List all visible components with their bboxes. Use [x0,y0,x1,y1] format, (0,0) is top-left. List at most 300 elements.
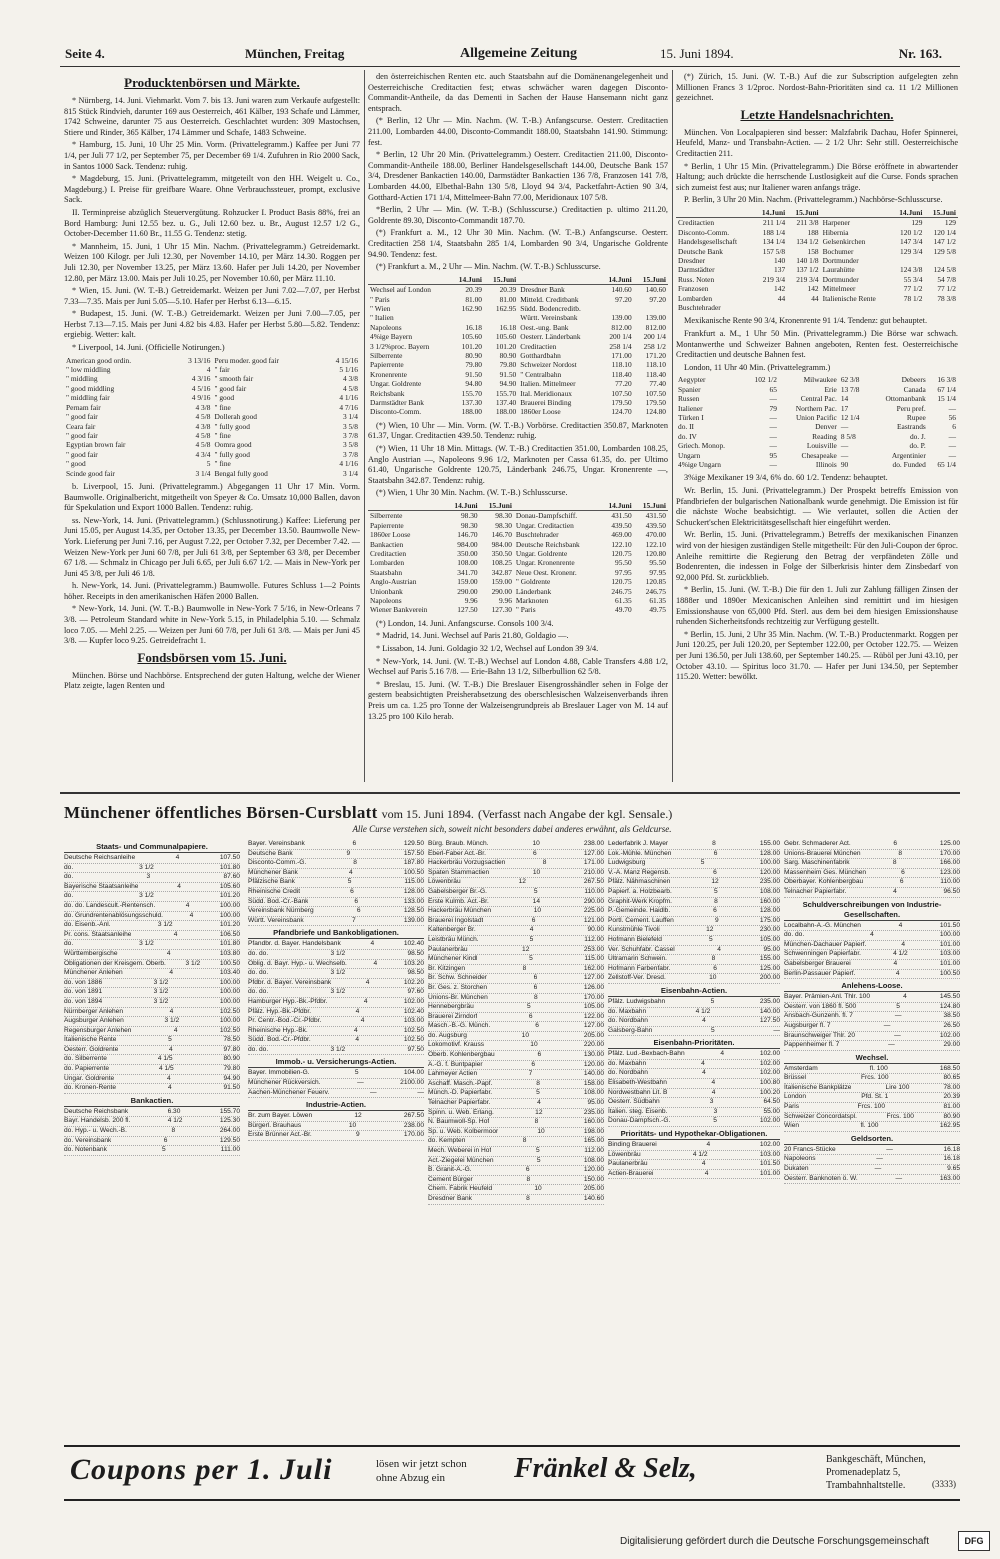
table-cell: Bochumer [822,246,854,256]
security-price: 95.00 [763,945,780,953]
table-cell: Creditactien [520,341,557,351]
security-rate: 3 1/2 [153,997,169,1005]
table-cell: 79 [769,403,777,413]
security-rate: 4 [901,940,905,948]
table-cell: " good fair [66,449,98,459]
table-cell: 439.50 [611,520,632,530]
security-price: 16.18 [943,1155,960,1163]
table-cell: 122.10 [645,539,666,549]
cursblatt-section-title: Pfandbriefe und Bankobligationen. [248,928,424,939]
security-price: 170.00 [403,1131,424,1139]
table-cell [368,275,450,285]
security-price: 100.00 [219,911,240,919]
table-cell: do. P. [909,441,926,451]
cursblatt-row [428,1051,604,1061]
security-name: Regensburger Anlehen [64,1026,132,1034]
table-cell: — [769,422,777,432]
security-rate: 5 [709,935,713,943]
table-cell: 101.20 [461,341,482,351]
table-cell: 1860er Loose [370,530,411,540]
security-name: Deutsche Reichsbank [64,1107,129,1115]
security-price: 235.00 [583,1108,604,1116]
table-cell: 171.00 [611,350,632,360]
security-name: Lederfabrik J. Mayer [608,840,669,847]
security-price: 106.50 [219,930,240,938]
security-name: Zellstoff-Ver. Dresd. [608,974,666,982]
cursblatt-row [248,998,424,1008]
table-cell: 127.50 [457,605,478,615]
security-price: 101.50 [939,921,960,929]
security-price: 102.00 [759,1050,780,1058]
cursblatt-row [784,941,960,951]
table-cell: " Goldrente [515,577,551,587]
security-rate: 3 1/2 [153,978,169,986]
table-cell: 342.87 [491,567,512,577]
table-header [368,275,668,285]
cursblatt-row [64,1117,240,1127]
security-name: Hofmann Farbenfabr. [608,964,671,972]
table-cell [754,303,787,312]
ad-firm-name: Fränkel & Selz, [514,1453,697,1484]
security-price: 108.00 [759,887,780,895]
cursblatt-row [784,1146,960,1156]
security-price: — [417,1088,424,1096]
cursblatt-row [428,1128,604,1138]
table-cell: " good middling [66,383,115,393]
table-row [676,256,958,265]
page-number: Seite 4. [65,46,105,61]
table-cell: 188 [807,227,819,237]
security-name: Oesterr. Banknoten ö. W. [784,1174,858,1182]
cursblatt-column-2 [248,840,424,1434]
table-cell: Disconto-Comm. [370,407,422,417]
table-cell: Scinde good fair [66,468,115,478]
security-name: Br. Schw. Schneider [428,974,488,982]
security-rate: 10 [348,1121,357,1129]
table-cell: 120.75 [611,577,632,587]
paragraph: ss. New-York, 14. Juni. (Privattelegramm.) (Schlussnotirung.) Kaffee: Lieferung per Juni 15.05, per August 14.35, per October 13.35, per December 13.50. Baumwolle New-York. Lieferung per Juni 7.16, per August 7.22, per October 7.32, per December 7.42. — Weizen New-York per Juni 60 7/8, per Juli 61 3/8, per September 63 3/8, per December 67 1/8. — Schmalz in Chicago per Juli 6.65, per Juli 6.67 1/2. — Mais in New-York per Juni 45 3/8, per Juli 46 1/8. [64,515,360,578]
security-rate: 6 [163,1136,168,1144]
security-price: 125.30 [219,1117,240,1125]
cursblatt-row [784,1165,960,1175]
security-rate: 4 [704,1169,709,1177]
table-cell: 20.39 [499,285,517,295]
table-cell: 124.80 [645,407,666,417]
table-cell: Handelsgesellschaft [678,237,738,247]
cursblatt-row [428,907,604,917]
table-cell: Union Pacific [795,413,837,422]
table-cell: 140.60 [645,285,666,295]
security-price: 97.50 [407,1045,424,1053]
table-cell: Silberrente [370,350,403,360]
cursblatt-date: vom 15. Juni 1894. [381,807,474,821]
security-name: Br. zum Bayer. Löwen [248,1112,313,1120]
table-cell: 137 [774,265,786,275]
security-rate: 6 [537,1051,542,1059]
cursblatt-row [608,926,780,936]
security-price: 111.00 [220,1146,240,1154]
cursblatt-row [608,974,780,984]
security-rate: 3 [146,873,151,881]
cursblatt-section-title: Anlehens-Loose. [784,981,960,992]
table-cell: 431.50 [645,511,666,521]
table-row [676,294,958,303]
security-price: 90.00 [587,926,604,934]
table-cell: 129 3/4 [900,246,923,256]
security-rate: 3 1/2 [139,940,154,948]
table-cell: 61.35 [615,596,632,605]
security-name: Dresdner Bank [428,1194,472,1202]
cursblatt-column-3 [428,840,604,1434]
table-cell: Illinois [815,460,837,470]
security-name: Pfälzische Bank [248,878,295,886]
security-name: Hackerbräu München [428,907,492,915]
table-cell: 15.Juni [634,501,668,511]
security-price: 120.00 [583,1060,604,1068]
cursblatt-row [608,936,780,946]
security-price: 94.90 [223,1074,240,1082]
security-price: 168.50 [939,1064,960,1072]
security-price: 235.00 [759,997,780,1005]
security-price: 155.00 [759,840,780,847]
security-price: 102.50 [219,1026,240,1034]
security-rate: 8 [712,840,716,847]
table-cell: 157 5/8 [762,246,786,256]
table-cell: " good fair [214,383,247,393]
cursblatt-row [64,864,240,874]
table-cell: 179.50 [611,397,632,407]
security-price: 102.00 [759,1069,780,1077]
security-rate: 6 [713,964,717,972]
security-price: 9.65 [947,1165,960,1173]
security-name: Pr. Centr.-Bod.-Cr.-Pfdbr. [248,1017,322,1025]
security-price: 122.00 [583,1012,604,1020]
city-day: München, Freitag [245,46,345,61]
cursblatt-row [608,1141,780,1151]
paragraph: (*) London, 14. Juni. Anfangscurse. Consols 100 3/4. [376,618,554,628]
security-rate: 4 [702,1017,706,1025]
security-name: Ungar. Goldrente [64,1074,115,1082]
security-price: 96.50 [943,887,960,895]
security-price: 110.00 [584,887,604,895]
security-name: Oberb. Kohlenbergbau [428,1051,495,1059]
table-cell: 4 9/16 [191,393,211,403]
cursblatt-row [608,878,780,888]
ad-subline-1: lösen wir jetzt schon [376,1458,467,1470]
security-price: 171.00 [583,859,604,867]
cursblatt-row [608,869,780,879]
issue-date: 15. Juni 1894. [660,46,734,61]
table-cell [634,304,668,313]
table-cell: Creditactien [678,218,715,228]
table-cell: 4 5/16 [191,383,211,393]
paragraph: Wr. Berlin, 15. Juni. (Privattelegramm.) Der Prospekt betreffs Emission von Pfandbriefen der bulgarischen Nationalbank wurde genehmigt. Die Emission ist für die nächste Woche beabsichtigt. — Wie verlautet, sollen die Actien der Schuckert'schen Elektricitätsgesellschaft hier eingeführt werden. [676,486,958,527]
cursblatt-row [608,1069,780,1079]
ad-subline [376,1457,467,1485]
cursblatt-row [64,854,240,864]
table-cell: 4 15/16 [335,355,358,365]
cursblatt-row [428,869,604,879]
table-row [368,295,668,304]
security-price: 253.00 [583,945,604,953]
table-cell: 16 3/8 [937,375,956,385]
cursblatt-row [784,1175,960,1185]
cursblatt-row [608,1017,780,1027]
table-cell: 4 1/16 [339,393,358,403]
security-price: 103.20 [403,959,424,967]
security-name: do. Eisenb.-Anl. [64,921,111,929]
cursblatt-row [248,907,424,917]
security-rate: 3 1/2 [153,988,169,996]
cursblatt-row [784,1084,960,1094]
security-rate: 6 [352,840,357,847]
column-2-paragraphs-2 [368,421,668,499]
cursblatt-row [428,1061,604,1071]
page-header [40,44,962,64]
security-rate: — [888,1041,895,1049]
security-price: 103.00 [759,1150,780,1158]
table-cell [599,304,633,313]
security-name: Aachen-Münchener Feuerv. [248,1088,330,1096]
security-name: do. [64,892,74,900]
cursblatt-row [428,840,604,850]
table-cell: 258 1/4 [609,341,632,351]
security-price: 100.50 [939,969,960,977]
security-price: 235.00 [759,878,780,886]
table-row [676,385,958,394]
table-cell: Central Pac. [800,394,837,404]
security-name: Brüssel [784,1074,806,1082]
security-name: Italienische Bankplätze [784,1083,852,1091]
security-price: 121.00 [583,916,604,924]
table-cell: — [948,450,956,460]
security-name: Paulanerbräu [428,945,468,953]
table-cell: 98.30 [495,520,512,530]
security-price: 100.20 [759,1088,780,1096]
table-cell: Lombarden [678,293,713,303]
security-name: Münchener Bank [248,868,298,876]
security-name: Berlin-Passauer Papierf. [784,969,856,977]
security-rate: 6 [531,916,536,924]
cursblatt-row [248,1046,424,1056]
table-header [368,501,668,511]
table-cell: Egyptian brown fair [66,440,126,450]
security-name: Pfandbr. d. Bayer. Handelsbank [248,940,341,948]
security-name: A.-G. f. Buntpapier [428,1060,483,1068]
table-row [64,412,360,421]
security-name: Südd. Bod.-Cr.-Pfdbr. [248,1036,311,1044]
table-cell: 15.Juni [787,208,820,218]
table-cell: 162.90 [461,303,482,313]
security-name: Italien. steg. Eisenb. [608,1107,668,1115]
security-name: Bayerische Staatsanleihe [64,882,139,890]
security-price: 170.00 [939,849,960,857]
paragraph: b. Liverpool, 15. Juni. (Privattelegramm.) Abgegangen 11 Uhr 17 Min. Vorm. Baumwolle. Originalbericht, mitgetheilt von Speyer & Co. Umsatz 10,000 Ballen, davon für Spekulation und Export 1000 Ballen. Tendenz: ruhig. [64,481,360,513]
table-cell: 107.50 [645,388,666,398]
cursblatt-row [64,1055,240,1065]
paragraph: Mexikanische Rente 90 3/4, Kronenrente 91 1/4. Tendenz: gut behauptet. [684,316,928,326]
security-name: Bayer. Prämien-Anl. Thlr. 100 [784,993,871,1001]
security-name: Ver. Schuhfabr. Cassel [608,945,675,953]
security-price: 127.00 [583,849,604,857]
security-name: Lahmeyer Actien [428,1070,478,1078]
security-name: do. von 1886 [64,978,103,986]
frankfurt-closing-table [368,275,668,417]
table-cell: 67 1/4 [937,384,956,394]
table-cell: " fine [214,459,231,469]
security-price: 127.00 [583,1022,604,1030]
table-cell: 15.Juni [634,275,668,285]
security-price: 91.50 [223,1084,240,1092]
table-cell [924,256,958,265]
table-cell: Ceara fair [66,421,96,431]
security-rate: 3 1/2 [330,949,346,957]
paragraph: * Berlin, 15. Juni, 2 Uhr 35 Min. Nachm. (W. T.-B.) Productenmarkt. Roggen per Juni 120.25, per Juli 120.20, per September 122.00, per October 122.75. — Weizen per Juni 136.50, per Juli 138.60, per September 140.25. — Rüböl per Juni 43.10, per October 43.10. — Spiritus loco 31.70. — Hafer per Juni 134.50, per September 115.20. Wetter: bewölkt. [676,629,958,682]
security-rate: 6 [350,887,354,895]
security-rate: 4 [701,1160,706,1168]
table-cell: 15.Juni [480,501,514,511]
security-name: Binding Brauerei [608,1141,657,1149]
table-cell: Milwaukee [803,375,837,385]
table-row [368,379,668,388]
security-name: Münchener Kindl [428,955,478,963]
security-name: Ludwigsburg [608,859,646,867]
security-price: 101.50 [759,1160,780,1168]
security-price: 225.00 [583,907,604,915]
cursblatt-row [248,1069,424,1079]
paragraph: München. Von Localpapieren sind besser: Malzfabrik Dachau, Hofer Spinnerei, Heufeld, Manz- und Transbahn-Actien. — 2 1/2 Uhr: Sehr still. Oesterreichische Creditactien 211. [676,127,958,158]
table-cell: " Paris [515,605,536,615]
security-name: München-Dachauer Papierf. [784,940,867,948]
cursblatt-row [784,931,960,941]
table-cell: Hibernia [822,227,849,237]
security-rate: 12 [535,1108,543,1116]
security-price: 112.00 [584,935,604,943]
cursblatt-general-note: Alle Curse verstehen sich, soweit nicht besonders dabei anderes erwähnt, als Geldcurse. [352,824,672,834]
security-name: Oblig. d. Bayr. Hyp.- u. Wechselb. [248,959,347,967]
table-row [368,587,668,596]
table-header [676,208,958,218]
security-rate: 10 [709,974,717,982]
security-rate: Lire 100 [885,1083,910,1091]
table-cell: Gelsenkirchen [822,237,866,247]
cursblatt-row [784,993,960,1003]
table-cell: 5 1/16 [339,365,358,375]
security-price: 80.65 [943,1074,960,1082]
security-price: 127.50 [759,1017,780,1025]
table-cell: — [948,403,956,413]
paragraph: (*) Frankfurt a. M., 12 Uhr 30 Min. Nachm. (W. T.-B.) Anfangscurse. Oesterr. Creditactien 258 1/4, Staatsbahn 285 1/4, Lombarden 90 3/4, Ungarische Goldrente 94.90. Tendenz: fest. [368,228,668,259]
table-cell: 146.70 [457,530,478,540]
cursblatt-section-title: Geldsorten. [784,1134,960,1145]
security-rate: 4 [711,1088,716,1096]
cursblatt-row [248,840,424,850]
paragraph: * Hamburg, 15. Juni, 10 Uhr 25 Min. Vorm. (Privattelegramm.) Kaffee per Juni 77 1/4, per Juli 77 1/2, per September 75, per December 69 1/4. Zufuhren in Rio 2000 Sack, in Santos 1000 Sack. Tendenz: ruhig. [64,140,360,171]
table-cell: 97.95 [615,567,632,577]
security-name: Oesterr. Südbahn [608,1098,660,1106]
security-rate: 6 [535,1022,539,1030]
security-rate: 5 [347,878,352,886]
security-rate: 8 [533,993,538,1001]
cursblatt-row [248,1131,424,1141]
table-cell: Napoleons [370,596,402,605]
table-cell: Peru moder. good fair [214,355,279,365]
cursblatt-row [428,1080,604,1090]
table-cell: 124 5/8 [933,265,956,275]
security-price: 80.90 [223,1055,240,1063]
cursblatt-row [64,1108,240,1118]
security-rate: 6 [531,1060,536,1068]
paragraph: München. Börse und Nachbörse. Entsprechend der guten Haltung, welche der Wiener Platz zeigte, lagen Renten und [64,670,360,691]
cursblatt-row [248,1122,424,1132]
ad-subline-2: ohne Abzug ein [376,1472,446,1484]
table-cell: Northern Pac. [795,403,837,413]
table-cell: 12 1/4 [840,413,860,422]
security-rate: 8 [171,1127,176,1135]
security-name: Ultramarin Schwein. [608,955,667,963]
cursblatt-row [64,1084,240,1094]
table-cell: 94.80 [465,379,482,389]
security-price: 78.50 [223,1036,240,1044]
table-cell: " middling fair [66,393,110,403]
table-cell: 15.Juni [484,275,518,285]
ad-address-1: Bankgeschäft, München, Promenadeplatz 5, [826,1454,926,1478]
security-price: 29.00 [943,1041,960,1049]
cursblatt-row [64,1146,240,1156]
security-name: do. [64,873,74,881]
security-name: London [784,1093,807,1101]
table-cell: 137.40 [495,397,517,407]
security-name: Deutsche Reichsanleihe [64,854,136,861]
security-price: 103.40 [219,969,240,977]
table-cell: Denver [815,422,837,432]
table-cell: 77 1/2 [937,284,956,294]
cursblatt-row [428,1032,604,1042]
paragraph: 3%ige Mexikaner 19 3/4, 6% do. 60 1/2. Tendenz: behauptet. [684,473,888,483]
table-cell [514,501,599,511]
security-price: 79.80 [223,1065,240,1073]
security-rate: Frcs. 100 [886,1112,914,1120]
table-cell: 78 3/8 [937,293,956,303]
security-price: 115.00 [584,955,604,963]
table-cell: Württ. Vereinsbank [520,313,578,323]
cursblatt-row [608,859,780,869]
security-price: 80.90 [943,1112,960,1120]
cursblatt-row [64,969,240,979]
security-rate: 4 1/2 [695,1007,711,1015]
security-rate: 4 [898,921,903,929]
security-name: do. Kronen-Rente [64,1084,117,1092]
table-cell: 341.70 [457,567,478,577]
paragraph: * New-York, 14. Juni. (W. T.-B.) Baumwolle in New-York 7 5/16, in New-Orleans 7 3/8. — Petroleum Standard white in New-York 5.15, in Philadelphia 5.10. — Schmalz loco 7.05. — Mehl 2.25. — Weizen per Juni 60 7/8, per Juli 61 3/8. — Mais per Juni 45 3/8. — Kupfer loco 9.25. Getreidefracht 1. [64,604,360,646]
table-cell: 54 7/8 [937,274,956,284]
security-rate: 4 [702,1069,706,1077]
table-row [368,407,668,416]
security-price: 205.00 [583,1031,604,1039]
security-rate: 4 [701,1059,705,1067]
table-cell: 20.39 [465,285,482,295]
security-rate: 5 [533,887,538,895]
security-rate: 4 [175,854,180,861]
security-price: 102.00 [759,1059,780,1067]
cursblatt-row [608,998,780,1008]
table-cell: 137.30 [461,397,482,407]
security-rate: 4 [537,1099,541,1107]
table-cell: 80.90 [465,350,482,360]
paragraph: *Berlin, 2 Uhr — Min. (W. T.-B.) (Schlusscurse.) Creditactien p. ultimo 211.20, Goldrente 89.30, Disconto-Commandit 187.70. [368,205,668,225]
security-rate: 9 [355,1131,360,1139]
security-name: Telnacher Papierfabr. [784,887,847,895]
